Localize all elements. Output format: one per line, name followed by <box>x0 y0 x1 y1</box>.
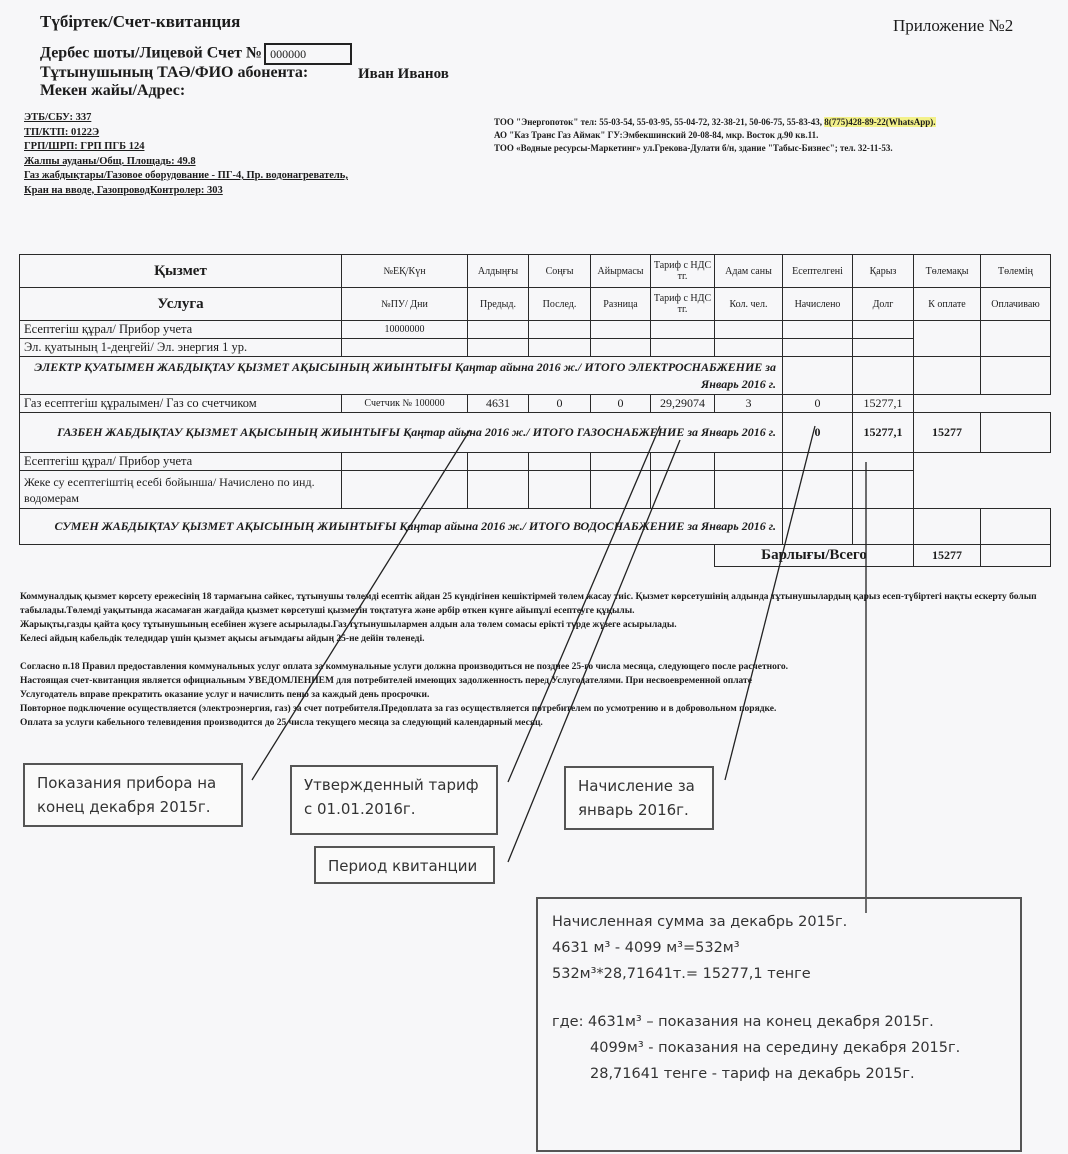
col-charged-ru: Начислено <box>783 288 853 321</box>
calc-legend-end: где: 4631м³ – показания на конец декабря 2015г. <box>552 1014 934 1030</box>
col-charged-kz: Есептелгені <box>783 255 853 288</box>
col-meter-kz: №ЕҚ/Күн <box>342 255 468 288</box>
col-last-kz: Соңғы <box>529 255 591 288</box>
col-tariff-ru: Тариф с НДС тг. <box>651 288 715 321</box>
calc-difference: 4631 м³ - 4099 м³=532м³ <box>552 940 740 956</box>
company-kaztransgaz: АО "Каз Транс Газ Аймак" ГУ:Эмбекшинский 20-08-84, мкр. Восток д.90 кв.11. <box>494 130 819 140</box>
col-last-ru: Послед. <box>529 288 591 321</box>
gas-difference: 0 <box>591 395 651 413</box>
grand-total-label: Барлығы/Всего <box>715 545 914 567</box>
grand-total-value: 15277 <box>914 545 981 567</box>
info-area: Жалпы ауданы/Общ. Площадь: 49.8 <box>24 155 196 167</box>
col-paid-kz: Төлемің <box>981 255 1051 288</box>
callout-charge: Начисление за январь 2016г. <box>564 766 714 830</box>
col-people-ru: Кол. чел. <box>715 288 783 321</box>
calc-legend-mid: 4099м³ - показания на середину декабря 2015г. <box>590 1040 961 1056</box>
calc-legend-tariff: 28,71641 тенге - тариф на декабрь 2015г. <box>590 1066 915 1082</box>
col-debt-ru: Долг <box>853 288 914 321</box>
col-prev-kz: Алдыңғы <box>468 255 529 288</box>
whatsapp-number: 8(775)428-89-22(WhatsApp). <box>824 117 936 127</box>
gas-total-to-pay: 15277 <box>914 413 981 453</box>
col-meter-ru: №ПУ/ Дни <box>342 288 468 321</box>
col-people-kz: Адам саны <box>715 255 783 288</box>
note-kz-2: Жарықты,газды қайта қосу тұтынушының есебінен жүзеге асырылады.Газ тұтынушылармен алдын ала төлем сомасы ерікті түрде жүзеге асырылады. <box>20 620 677 630</box>
callout-period: Период квитанции <box>314 846 495 884</box>
col-service-kz: Қызмет <box>20 255 342 288</box>
account-label: Дербес шоты/Лицевой Счет № <box>40 44 263 62</box>
note-ru-2: Настоящая счет-квитанция является официальным УВЕДОМЛЕНИЕМ для потребителей имеющих задолженность перед Услугодателями. При несвоевременной оплате <box>20 676 752 686</box>
company-energopotok-text: ТОО "Энергопоток" тел: 55-03-54, 55-03-95, 55-04-72, 32-38-21, 50-06-75, 55-83-43, <box>494 117 823 127</box>
note-ru-3: Услугодатель вправе прекратить оказание услуг и начислить пеню за каждый день просрочки. <box>20 690 430 700</box>
company-water: ТОО «Водные ресурсы-Маркетинг» ул.Грекова-Дулати б/н, здание "Табыс-Бизнес"; тел. 32-11-53. <box>494 143 893 153</box>
col-tariff-kz: Тариф с НДС тг. <box>651 255 715 288</box>
col-diff-kz: Айырмасы <box>591 255 651 288</box>
gas-total-charged: 0 <box>783 413 853 453</box>
info-etb: ЭТБ/СБУ: 337 <box>24 112 92 123</box>
gas-label: Газ есептегіш құралымен/ Газ со счетчиком <box>20 395 342 413</box>
note-ru-4: Повторное подключение осуществляется (электроэнергия, газ) за счет потребителя.Предоплата за газ осуществляется потребителем по усмотрению и в добровольном порядке. <box>20 704 777 714</box>
calc-title: Начисленная сумма за декабрь 2015г. <box>552 914 848 930</box>
gas-total-debt: 15277,1 <box>853 413 914 453</box>
appendix-label: Приложение №2 <box>893 16 1014 35</box>
callout-readings: Показания прибора на конец декабря 2015г. <box>23 763 243 827</box>
gas-tariff: 29,29074 <box>651 395 715 413</box>
fio-label: Тұтынушының ТАӘ/ФИО абонента: <box>40 64 309 81</box>
water-individual-label: Жеке су есептегіштің есебі бойынша/ Начислено по инд. водомерам <box>20 471 342 509</box>
col-prev-ru: Предыд. <box>468 288 529 321</box>
info-grp: ГРП/ШРП: ГРП ПГБ 124 <box>24 141 145 152</box>
elec-total-label: ЭЛЕКТР ҚУАТЫМЕН ЖАБДЫҚТАУ ҚЫЗМЕТ АҚЫСЫНЫҢ ЖИЫНТЫҒЫ Қаңтар айына 2016 ж./ ИТОГО ЭЛЕКТРОСНАБЖЕНИЕ за Январь 2016 г. <box>20 357 783 395</box>
gas-last-reading: 0 <box>529 395 591 413</box>
gas-people: 3 <box>715 395 783 413</box>
gas-debt: 15277,1 <box>853 395 914 413</box>
col-diff-ru: Разница <box>591 288 651 321</box>
gas-prev-reading: 4631 <box>468 395 529 413</box>
info-controller: Кран на вводе, ГазопроводКонтролер: 303 <box>24 184 223 196</box>
note-ru-5: Оплата за услуги кабельного телевидения производится до 25 числа текущего месяца за следующий календарный месяц. <box>20 718 543 728</box>
calc-amount: 532м³*28,71641т.= 15277,1 тенге <box>552 966 811 982</box>
line-charge <box>725 426 815 780</box>
gas-charged: 0 <box>783 395 853 413</box>
col-service-ru: Услуга <box>20 288 342 321</box>
col-paid-ru: Оплачиваю <box>981 288 1051 321</box>
document-title: Түбіртек/Счет-квитанция <box>40 12 241 31</box>
gas-total-label: ГАЗБЕН ЖАБДЫҚТАУ ҚЫЗМЕТ АҚЫСЫНЫҢ ЖИЫНТЫҒЫ Қаңтар айына 2016 ж./ ИТОГО ГАЗОСНАБЖЕНИЕ за Январь 2016 г. <box>20 413 783 453</box>
note-ru-1: Согласно п.18 Правил предоставления коммунальных услуг оплата за коммунальные услуги должна производиться не позднее 25-го числа месяца, следующего после расчетного. <box>20 662 789 672</box>
elec-meter-label: Есептегіш құрал/ Прибор учета <box>20 321 342 339</box>
info-tp: ТП/КТП: 0122Э <box>24 126 100 138</box>
elec-tier-label: Эл. қуатының 1-деңгейі/ Эл. энергия 1 ур. <box>20 339 342 357</box>
address-label: Мекен жайы/Адрес: <box>40 82 186 99</box>
col-topay-ru: К оплате <box>914 288 981 321</box>
note-kz-3: Келесі айдың кабельдік теледидар үшін қызмет ақысы ағымдағы айдың 25-не дейін төленеді. <box>20 634 425 644</box>
col-debt-kz: Қарыз <box>853 255 914 288</box>
note-kz-1: Коммуналдық қызмет көрсету ережесінің 18 тармағына сәйкес, тұтынушы төлемді есептік айдан 25 күндігінен кешіктірмей төлем жасау тиіс. Қызмет көрсетушінің алдында тұтынушылардың қарыз есеп-түбіртегі нақты ескерту болып табылады.Төлемді уақытында жасамаған жағдайда қызмет көрсетуші қызметін тоқтатуға және әрбір өткен күнге айыпұлі есептеуге құқылы. <box>20 592 1037 616</box>
callout-tariff: Утвержденный тариф с 01.01.2016г. <box>290 765 498 835</box>
col-topay-kz: Төлемақы <box>914 255 981 288</box>
account-value: 000000 <box>264 43 352 65</box>
gas-meter-number: Счетчик № 100000 <box>342 395 468 413</box>
line-tariff <box>508 426 660 782</box>
info-equipment: Газ жабдықтары/Газовое оборудование - ПГ-4, Пр. водонагреватель, <box>24 170 348 181</box>
water-total-label: СУМЕН ЖАБДЫҚТАУ ҚЫЗМЕТ АҚЫСЫНЫҢ ЖИЫНТЫҒЫ Қаңтар айына 2016 ж./ ИТОГО ВОДОСНАБЖЕНИЕ за Январь 2016 г. <box>20 509 783 545</box>
water-meter-label: Есептегіш құрал/ Прибор учета <box>20 453 342 471</box>
elec-meter-number: 10000000 <box>342 321 468 339</box>
fio-value: Иван Иванов <box>358 66 449 82</box>
line-readings <box>252 430 470 780</box>
calculation-box <box>536 897 1022 1152</box>
